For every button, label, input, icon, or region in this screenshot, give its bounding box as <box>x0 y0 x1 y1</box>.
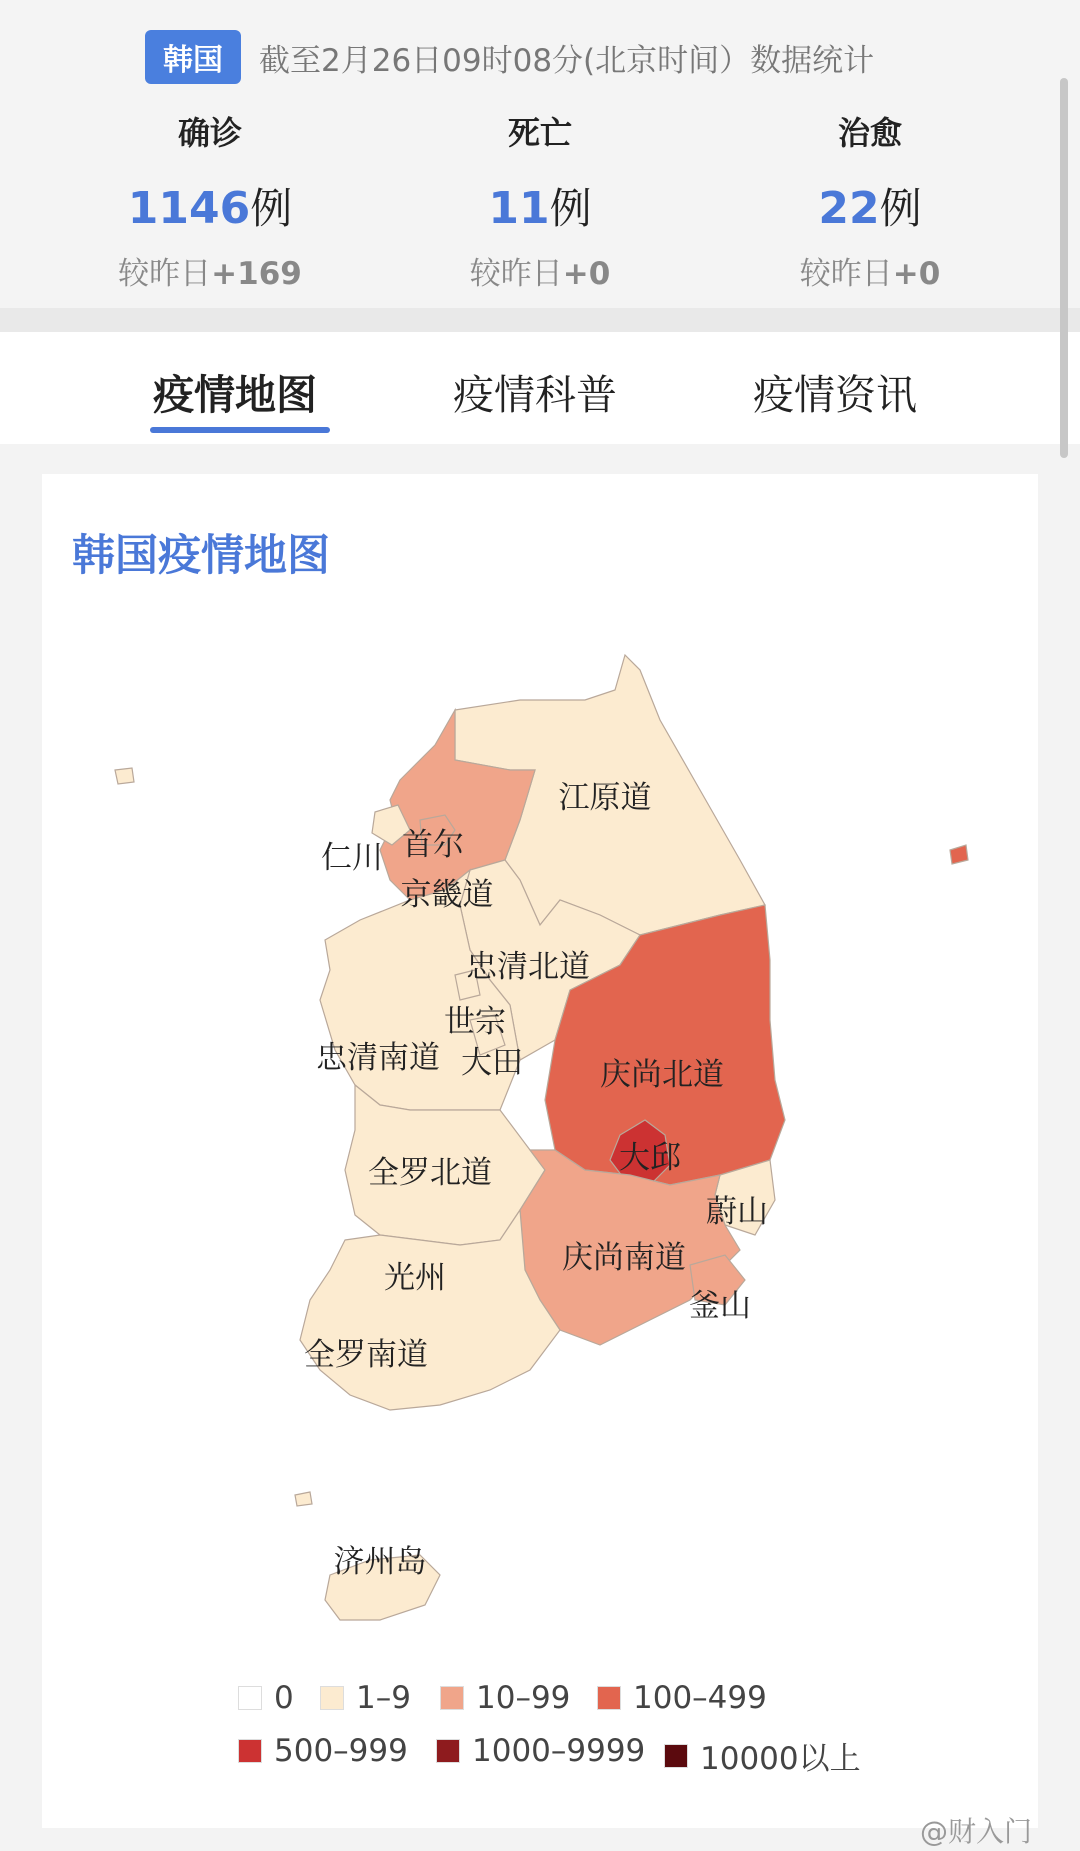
legend-swatch <box>320 1686 344 1710</box>
label-gyeongbuk: 庆尚北道 <box>600 1057 724 1093</box>
map-title: 韩国疫情地图 <box>72 531 330 581</box>
tab-epidemic-map[interactable]: 疫情地图 <box>153 371 317 419</box>
label-jeonbuk: 全罗北道 <box>368 1155 492 1191</box>
legend-label: 1–9 <box>356 1680 411 1716</box>
watermark: @财入门 <box>920 1815 1033 1848</box>
stat-value: 1146 <box>127 183 251 234</box>
stat-label: 死亡 <box>507 114 572 152</box>
as-of-text: 截至2月26日09时08分(北京时间）数据统计 <box>259 42 875 79</box>
legend-label: 500–999 <box>274 1733 408 1769</box>
label-seoul: 首尔 <box>402 827 464 863</box>
legend-item[interactable] <box>238 1733 408 1769</box>
label-jeju: 济州岛 <box>333 1544 427 1580</box>
label-incheon: 仁川 <box>321 840 383 876</box>
stat-delta: +0 <box>892 256 941 292</box>
legend-label: 10–99 <box>476 1680 571 1716</box>
label-daejeon: 大田 <box>461 1045 523 1081</box>
legend-swatch <box>664 1744 688 1768</box>
label-chungbuk: 忠清北道 <box>466 949 590 985</box>
tab-epidemic-science[interactable]: 疫情科普 <box>453 371 617 419</box>
legend-swatch <box>238 1686 262 1710</box>
stat-delta-prefix: 较昨日 <box>469 256 563 292</box>
label-jeonnam: 全罗南道 <box>304 1337 428 1373</box>
tab-epidemic-news[interactable]: 疫情资讯 <box>753 371 917 419</box>
legend-label: 0 <box>274 1680 294 1716</box>
legend-item[interactable] <box>238 1680 294 1716</box>
legend-item[interactable] <box>664 1733 861 1778</box>
label-daegu: 大邱 <box>619 1140 681 1176</box>
label-chungnam: 忠清南道 <box>316 1040 440 1076</box>
label-gyeonggi: 京畿道 <box>400 877 494 913</box>
label-gangwon: 江原道 <box>558 780 652 816</box>
legend-item[interactable] <box>320 1680 411 1716</box>
legend-swatch <box>440 1686 464 1710</box>
stat-label: 确诊 <box>177 114 242 152</box>
stat-label: 治愈 <box>837 114 902 152</box>
stat-value: 22 <box>818 183 880 234</box>
stat-value: 11 <box>488 183 550 234</box>
label-busan: 釜山 <box>689 1288 751 1324</box>
stat-unit: 例 <box>879 184 922 233</box>
label-sejong: 世宗 <box>444 1004 506 1040</box>
label-ulsan: 蔚山 <box>706 1194 768 1230</box>
label-gyeongnam: 庆尚南道 <box>562 1240 686 1276</box>
stat-unit: 例 <box>250 184 293 233</box>
legend-swatch <box>597 1686 621 1710</box>
stat-delta-prefix: 较昨日 <box>118 256 212 292</box>
country-badge[interactable]: 韩国 <box>145 30 241 84</box>
legend-item[interactable] <box>440 1680 570 1716</box>
island-ulleungdo <box>950 845 968 864</box>
stat-delta: +0 <box>562 256 611 292</box>
island-west-2 <box>295 1492 312 1506</box>
label-gwangju: 光州 <box>384 1260 446 1296</box>
island-west <box>115 768 134 784</box>
legend-label: 100–499 <box>633 1680 767 1716</box>
stat-delta-prefix: 较昨日 <box>799 256 893 292</box>
legend-swatch <box>436 1739 460 1763</box>
stat-delta: +169 <box>211 256 302 292</box>
legend-label: 1000–9999 <box>472 1733 646 1769</box>
legend-item[interactable] <box>597 1680 767 1716</box>
legend-swatch <box>238 1739 262 1763</box>
legend-label: 10000以上 <box>700 1741 861 1777</box>
legend-item[interactable] <box>436 1733 645 1769</box>
stat-unit: 例 <box>549 184 592 233</box>
